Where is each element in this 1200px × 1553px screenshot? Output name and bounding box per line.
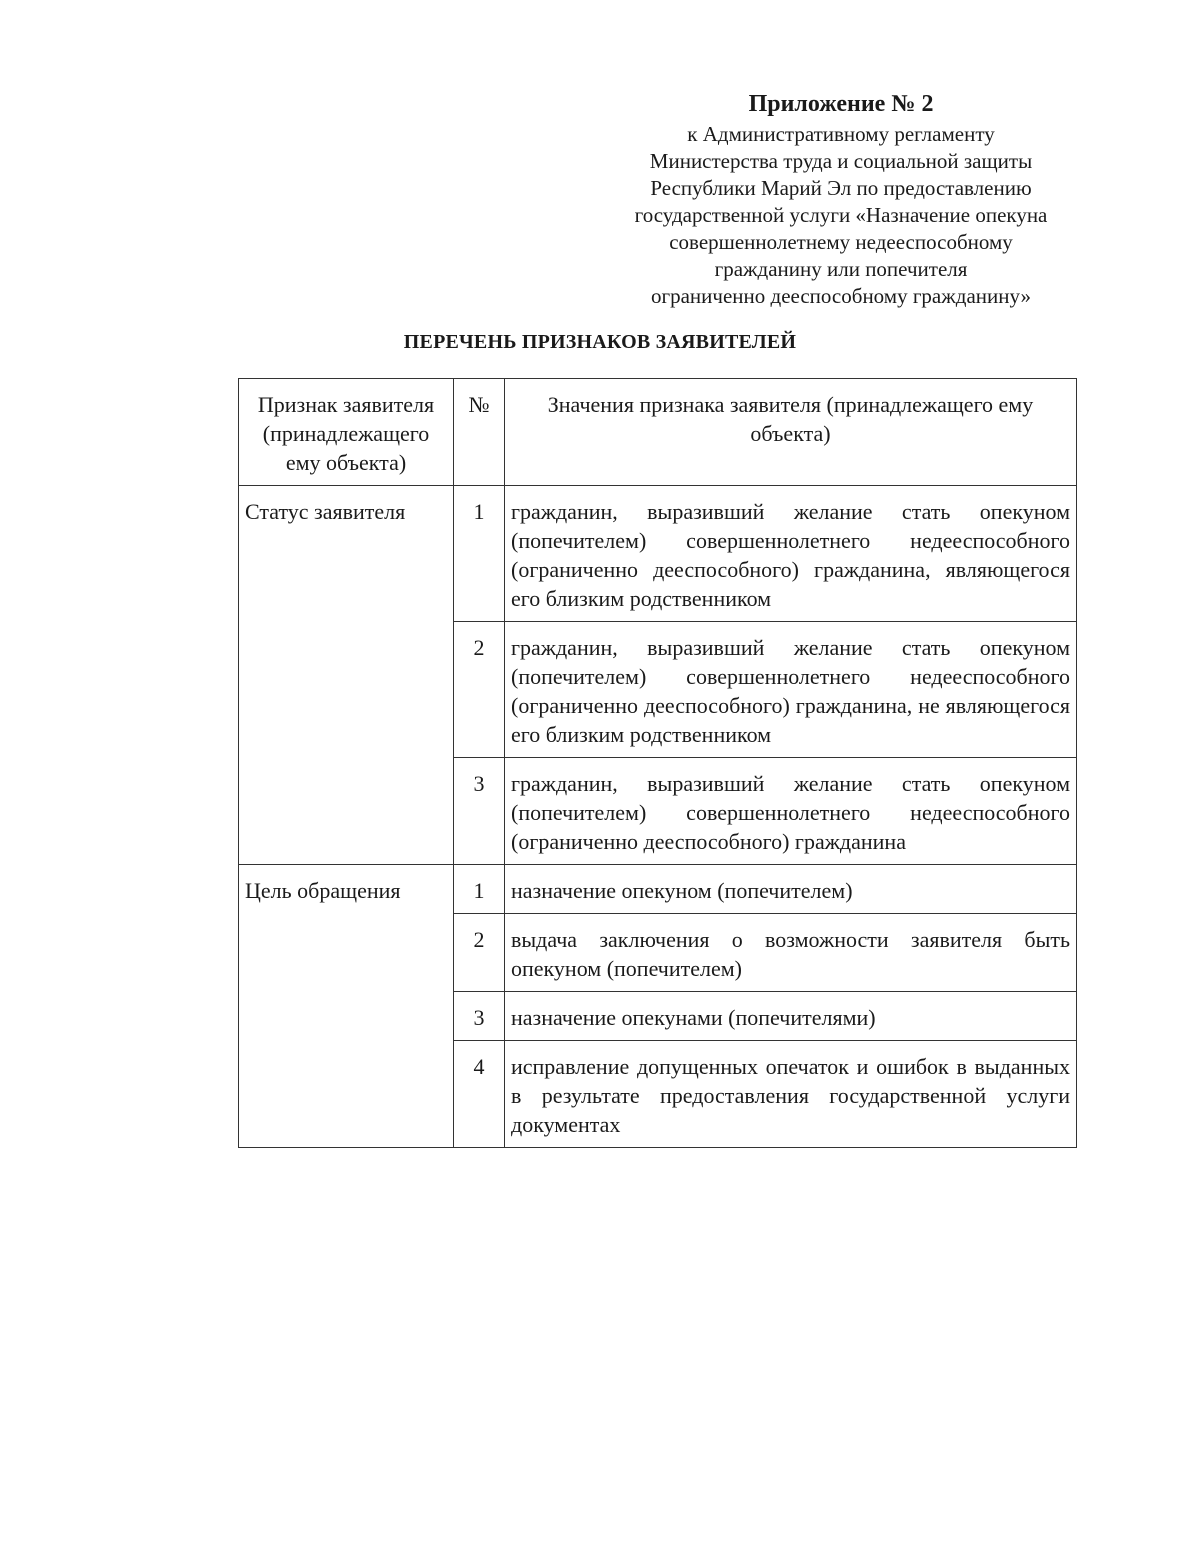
row-number: 2 (454, 914, 505, 992)
annex-line: к Административному регламенту (687, 122, 995, 146)
annex-line: ограниченно дееспособному гражданину» (650, 284, 1032, 308)
row-value: гражданин, выразивший желание стать опекуном (попечителем) совершеннолетнего недееспособного (ограниченно дееспособного) гражданина (505, 758, 1077, 865)
row-value: исправление допущенных опечаток и ошибок в выданных в результате предоставления государственной услуги документах (505, 1041, 1077, 1148)
row-number: 3 (454, 758, 505, 865)
table-row (239, 486, 1077, 622)
annex-block (600, 88, 1082, 310)
annex-title: Приложение № 2 (748, 91, 934, 117)
annex-line: Республики Марий Эл по предоставлению (650, 176, 1032, 200)
attribute-status: Статус заявителя (239, 486, 454, 865)
header-values: Значения признака заявителя (принадлежащего ему объекта) (505, 379, 1077, 486)
attribute-purpose: Цель обращения (239, 865, 454, 1148)
row-value: гражданин, выразивший желание стать опекуном (попечителем) совершеннолетнего недееспособного (ограниченно дееспособного) гражданина, являющегося его близким родственником (505, 486, 1077, 622)
annex-line: гражданину или попечителя (714, 257, 968, 281)
annex-line: государственной услуги «Назначение опекуна (634, 203, 1048, 227)
row-value: назначение опекуном (попечителем) (505, 865, 1077, 914)
applicant-attributes-table (238, 378, 1077, 1148)
row-value: гражданин, выразивший желание стать опекуном (попечителем) совершеннолетнего недееспособного (ограниченно дееспособного) гражданина, не являющегося его близким родственником (505, 622, 1077, 758)
annex-line: совершеннолетнему недееспособному (669, 230, 1013, 254)
row-number: 2 (454, 622, 505, 758)
row-number: 1 (454, 865, 505, 914)
table-header-row (239, 379, 1077, 486)
header-number: № (454, 379, 505, 486)
row-number: 4 (454, 1041, 505, 1148)
row-number: 1 (454, 486, 505, 622)
table-row (239, 865, 1077, 914)
annex-line: Министерства труда и социальной защиты (649, 149, 1033, 173)
row-value: назначение опекунами (попечителями) (505, 992, 1077, 1041)
document-title: ПЕРЕЧЕНЬ ПРИЗНАКОВ ЗАЯВИТЕЛЕЙ (403, 331, 797, 353)
header-attribute: Признак заявителя (принадлежащего ему объекта) (239, 379, 454, 486)
row-value: выдача заключения о возможности заявителя быть опекуном (попечителем) (505, 914, 1077, 992)
row-number: 3 (454, 992, 505, 1041)
